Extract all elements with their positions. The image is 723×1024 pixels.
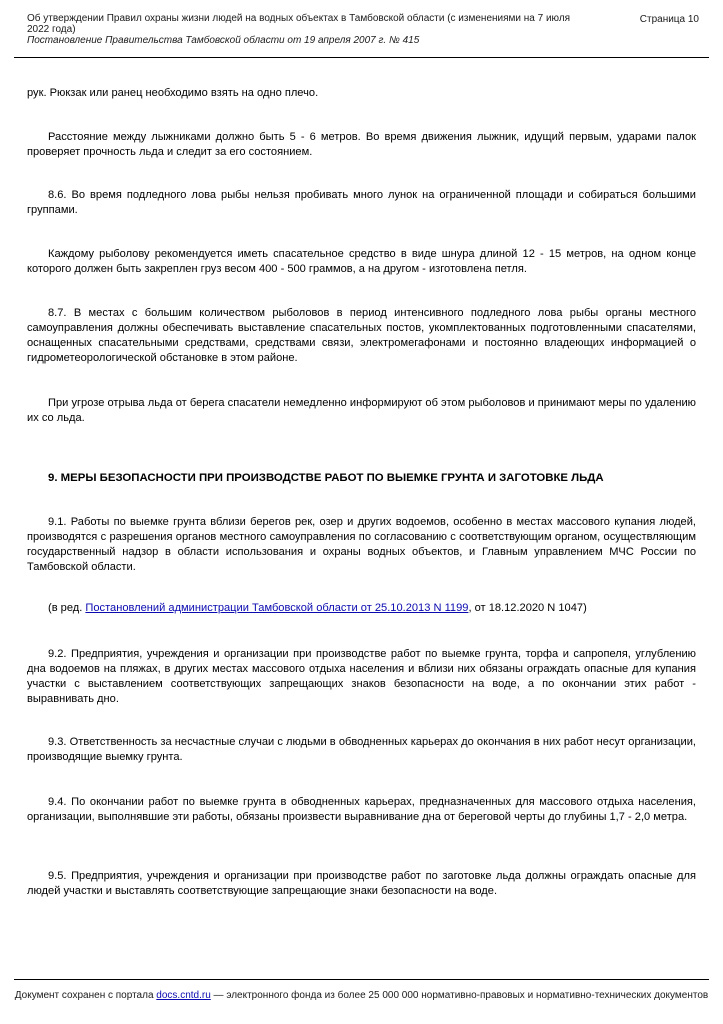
edit-note-link[interactable]: Постановлений администрации Тамбовской области от 25.10.2013 N 1199 (85, 602, 469, 614)
header-divider (14, 57, 709, 58)
edit-note-prefix: (в ред. (48, 602, 86, 614)
paragraph-9-4: 9.4. По окончании работ по выемке грунта в обводненных карьерах, предназначенных для массового отдыха населения, организации, выполнявшие эти работы, обязаны произвести выравнивание дна от береговой черты до глубины 1,7 - 2,0 метра. (27, 796, 696, 823)
paragraph-9-1: 9.1. Работы по выемке грунта вблизи берегов рек, озер и других водоемов, особенно в местах массового купания людей, производятся с разрешения органов местного самоуправления по согласованию с соответствующим органом, осуществляющим государственный надзор в области использования и охраны водных объектов, и Главным управлением МЧС России по Тамбовской области. (27, 516, 696, 573)
paragraph-continuation: рук. Рюкзак или ранец необходимо взять на одно плечо. (27, 87, 319, 99)
edit-note-suffix: , от 18.12.2020 N 1047) (468, 602, 587, 614)
page-header (27, 14, 699, 52)
document-title: Об утверждении Правил охраны жизни людей на водных объектах в Тамбовской области (с изменениями на 7 июля 2022 года) (27, 13, 571, 35)
page-number: Страница 10 (639, 14, 699, 25)
paragraph-9-5: 9.5. Предприятия, учреждения и организации при производстве работ по заготовке льда должны ограждать опасные для людей участки и выставлять соответствующие запрещающие знаки безопасности на воде. (27, 870, 696, 897)
paragraph-rescue-rope: Каждому рыболову рекомендуется иметь спасательное средство в виде шнура длиной 12 - 15 метров, на одном конце которого должен быть закреплен груз весом 400 - 500 граммов, а на другом - изготовлена петля. (27, 248, 696, 275)
page-footer (0, 990, 723, 1002)
edit-note (27, 601, 696, 616)
document-subtitle: Постановление Правительства Тамбовской области от 19 апреля 2007 г. № 415 (27, 35, 420, 46)
footer-suffix: — электронного фонда из более 25 000 000 нормативно-правовых и нормативно-технических документов (210, 990, 709, 1001)
paragraph-8-7: 8.7. В местах с большим количеством рыболовов в период интенсивного подледного лова рыбы органы местного самоуправления должны обеспечивать выставление спасательных постов, укомплектованных подготовленными спасателями, оснащенных спасательными средствами, средствами связи, электромегафонами и постоянно владеющих информацией о гидрометеорологической обстановке в этом районе. (27, 307, 696, 364)
paragraph-ski-distance: Расстояние между лыжниками должно быть 5 - 6 метров. Во время движения лыжник, идущий первым, ударами палок проверяет прочность льда и следит за его состоянием. (27, 131, 696, 158)
paragraph-9-2: 9.2. Предприятия, учреждения и организации при производстве работ по выемке грунта, торфа и сапропеля, углублению дна водоемов на пляжах, в других местах массового отдыха населения и вблизи них обязаны ограждать опасные для купания участки с выставлением соответствующих запрещающих знаков безопасности на воде, а по окончании этих работ - выравнивать дно. (27, 648, 696, 705)
footer-divider (14, 979, 709, 980)
footer-prefix: Документ сохранен с портала (14, 990, 157, 1001)
section-heading-9: 9. МЕРЫ БЕЗОПАСНОСТИ ПРИ ПРОИЗВОДСТВЕ РАБОТ ПО ВЫЕМКЕ ГРУНТА И ЗАГОТОВКЕ ЛЬДА (48, 472, 604, 484)
footer-portal-link[interactable]: docs.cntd.ru (156, 990, 211, 1001)
paragraph-8-6: 8.6. Во время подледного лова рыбы нельзя пробивать много лунок на ограниченной площади и собираться большими группами. (27, 189, 696, 216)
paragraph-ice-break: При угрозе отрыва льда от берега спасатели немедленно информируют об этом рыболовов и принимают меры по удалению их со льда. (27, 397, 696, 424)
paragraph-9-3: 9.3. Ответственность за несчастные случаи с людьми в обводненных карьерах до окончания в них работ несут организации, производящие выемку грунта. (27, 736, 696, 763)
